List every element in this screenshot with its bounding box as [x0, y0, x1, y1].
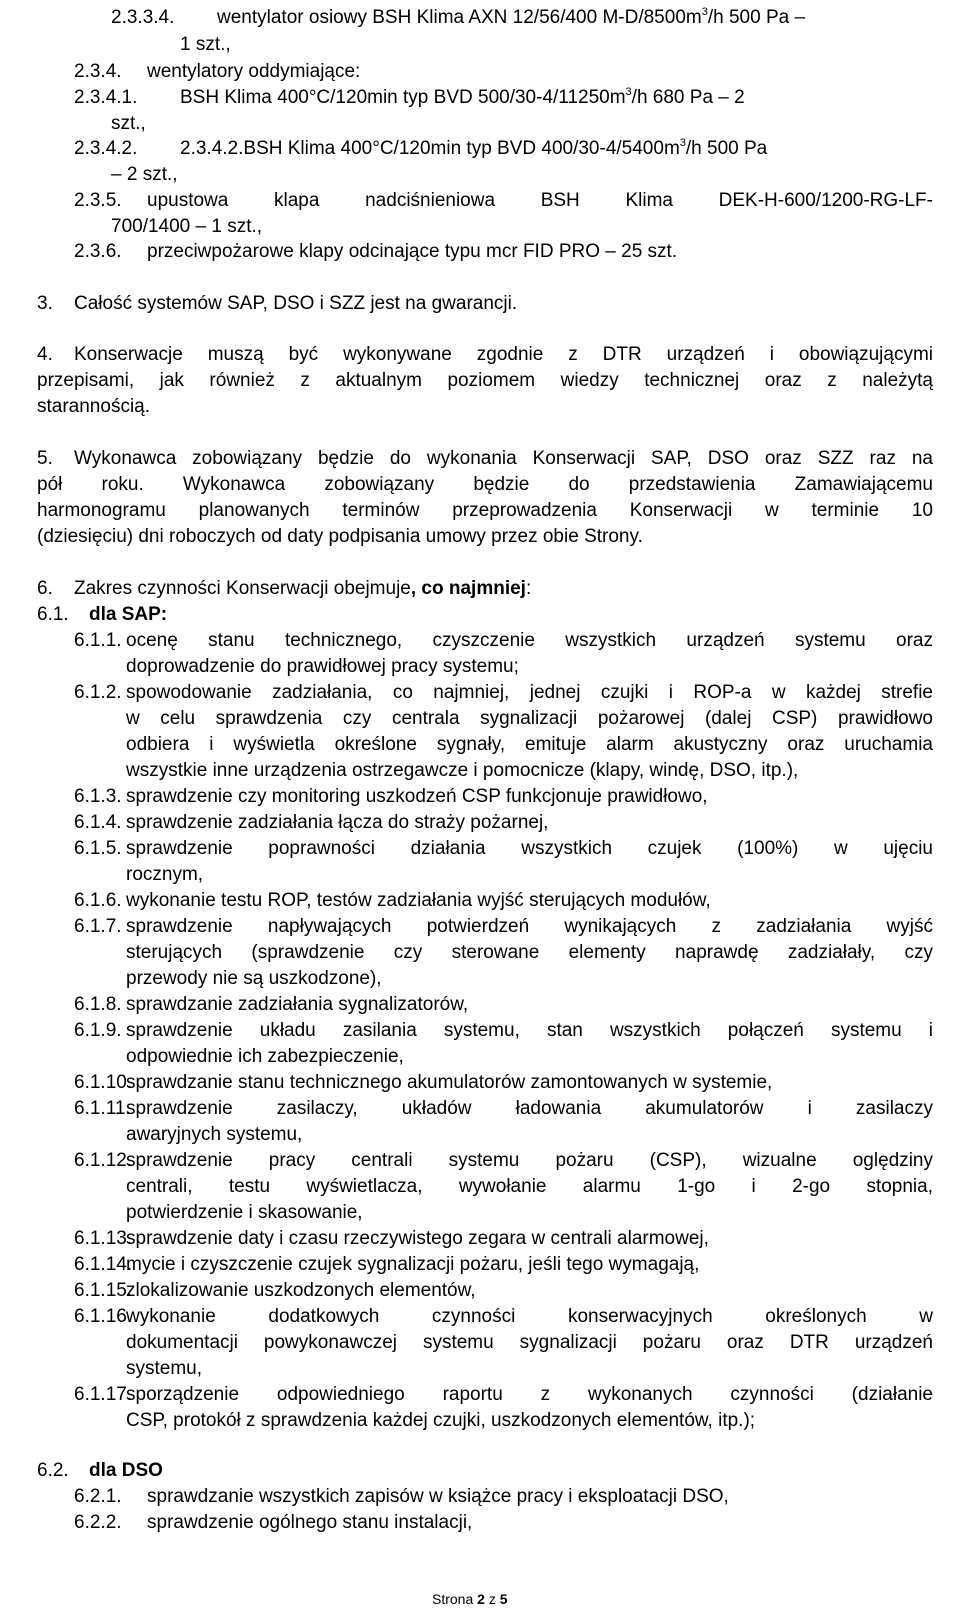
- list-item-continuation: szt.,: [111, 113, 146, 134]
- list-item-text: sprawdzenie napływających potwierdzeń wynikających z zadziałania wyjść: [126, 916, 933, 937]
- list-item-continuation: wszystkie inne urządzenia ostrzegawcze i pomocnicze (klapy, windę, DSO, itp.),: [126, 760, 799, 781]
- subsection-title: dla SAP:: [89, 604, 168, 625]
- list-number: 6.1.11.: [74, 1098, 131, 1119]
- list-item-continuation: awaryjnych systemu,: [126, 1124, 303, 1145]
- section-intro: Zakres czynności Konserwacji obejmuje, co najmniej:: [74, 578, 532, 599]
- list-item-text: sprawdzenie zasilaczy, układów ładowania akumulatorów i zasilaczy: [126, 1098, 933, 1119]
- list-item-continuation: w celu sprawdzenia czy centrala sygnalizacji pożarowej (dalej CSP) prawidłowo: [126, 708, 933, 729]
- section-text: pół roku. Wykonawca zobowiązany będzie do przedstawienia Zamawiającemu: [37, 474, 933, 495]
- list-number: 6.1.15.: [74, 1280, 133, 1301]
- section-text: harmonogramu planowanych terminów przeprowadzenia Konserwacji w terminie 10: [37, 500, 933, 521]
- list-item-text: wykonanie dodatkowych czynności konserwacyjnych określonych w: [126, 1306, 933, 1327]
- section-text: (dziesięciu) dni roboczych od daty podpisania umowy przez obie Strony.: [37, 526, 643, 547]
- section-text: Konserwacje muszą być wykonywane zgodnie z DTR urządzeń i obowiązującymi: [74, 344, 933, 365]
- section-text: Wykonawca zobowiązany będzie do wykonania Konserwacji SAP, DSO oraz SZZ raz na: [74, 448, 933, 469]
- list-number: 2.3.3.4.: [111, 7, 175, 28]
- list-item-text: wentylatory oddymiające:: [147, 61, 361, 82]
- list-item-text: zlokalizowanie uszkodzonych elementów,: [126, 1280, 476, 1301]
- list-number: 2.3.5.: [74, 190, 122, 211]
- list-item-continuation: odpowiednie ich zabezpieczenie,: [126, 1046, 404, 1067]
- list-number: 6.1.14.: [74, 1254, 133, 1275]
- section-number: 3.: [37, 293, 53, 314]
- list-item-text: wentylator osiowy BSH Klima AXN 12/56/400 $M-D/8500m^3/h$ 500 Pa –: [217, 5, 806, 28]
- list-item-text: sprawdzenie poprawności działania wszystkich czujek (100%) w ujęciu: [126, 838, 933, 859]
- list-item-continuation: systemu,: [126, 1358, 203, 1379]
- list-item-continuation: sterujących (sprawdzenie czy sterowane elementy naprawdę zadziałały, czy: [126, 942, 933, 963]
- list-item-text: sprawdzanie zadziałania sygnalizatorów,: [126, 994, 469, 1015]
- list-item-continuation: centrali, testu wyświetlacza, wywołanie alarmu 1-go i 2-go stopnia,: [126, 1176, 933, 1197]
- subsection-number: 6.2.: [37, 1460, 69, 1481]
- list-number: 2.3.4.2.: [74, 138, 138, 159]
- list-item-continuation: potwierdzenie i skasowanie,: [126, 1202, 363, 1223]
- list-number: 6.1.2.: [74, 682, 122, 703]
- list-number: 6.1.7.: [74, 916, 122, 937]
- list-item-continuation: CSP, protokół z sprawdzenia każdej czujki, uszkodzonych elementów, itp.);: [126, 1410, 756, 1431]
- section-number: 5.: [37, 448, 53, 469]
- list-number: 6.2.2.: [74, 1512, 122, 1533]
- list-item-continuation: 1 szt.,: [180, 34, 231, 55]
- list-item-text: sprawdzanie stanu technicznego akumulatorów zamontowanych w systemie,: [126, 1072, 773, 1093]
- list-item-text: sporządzenie odpowiedniego raportu z wykonanych czynności (działanie: [126, 1384, 933, 1405]
- list-item-continuation: 700/1400 – 1 szt.,: [111, 216, 263, 237]
- list-number: 6.1.10.: [74, 1072, 133, 1093]
- list-item-continuation: rocznym,: [126, 864, 204, 885]
- list-item-text: sprawdzenie czy monitoring uszkodzeń CSP funkcjonuje prawidłowo,: [126, 786, 708, 807]
- list-number: 6.1.9.: [74, 1020, 122, 1041]
- list-item-text: sprawdzanie wszystkich zapisów w książce pracy i eksploatacji DSO,: [147, 1486, 729, 1507]
- list-item-continuation: – 2 szt.,: [111, 164, 178, 185]
- list-number: 2.3.4.1.: [74, 87, 138, 108]
- list-item-text: przeciwpożarowe klapy odcinające typu mcr FID PRO – 25 szt.: [147, 241, 678, 262]
- footer-separator: z: [488, 1591, 496, 1607]
- list-number: 6.1.4.: [74, 812, 122, 833]
- list-number: 6.1.1.: [74, 630, 122, 651]
- list-number: 6.1.8.: [74, 994, 122, 1015]
- list-number: 2.3.4.: [74, 61, 122, 82]
- list-number: 6.1.3.: [74, 786, 122, 807]
- footer-label: Strona: [432, 1591, 474, 1607]
- list-number: 6.1.13.: [74, 1228, 133, 1249]
- section-number: 6.: [37, 578, 53, 599]
- list-number: 6.1.16.: [74, 1306, 133, 1327]
- list-number: 6.1.12.: [74, 1150, 133, 1171]
- list-item-text: sprawdzenie pracy centrali systemu pożaru (CSP), wizualne oględziny: [126, 1150, 933, 1171]
- list-item-text: mycie i czyszczenie czujek sygnalizacji pożaru, jeśli tego wymagają,: [126, 1254, 700, 1275]
- page-footer: [432, 1590, 508, 1608]
- list-item-text: BSH Klima 400°C/120min typ BVD $500/30-4/11250m^3/h$ 680 Pa – 2: [180, 85, 745, 108]
- list-item-continuation: dokumentacji powykonawczej systemu sygnalizacji pożaru oraz DTR urządzeń: [126, 1332, 933, 1353]
- section-text: przepisami, jak również z aktualnym poziomem wiedzy technicznej oraz z należytą: [37, 370, 933, 391]
- list-number: 6.2.1.: [74, 1486, 122, 1507]
- section-number: 4.: [37, 344, 53, 365]
- footer-page-total: 5: [499, 1591, 508, 1607]
- list-item-text: sprawdzenie zadziałania łącza do straży pożarnej,: [126, 812, 549, 833]
- list-item-text: sprawdzenie ogólnego stanu instalacji,: [147, 1512, 473, 1533]
- list-item-text: 2.3.4.2.BSH Klima 400°C/120min typ BVD $400/30-4/5400m^3/h$ 500 Pa: [180, 136, 768, 159]
- list-item-text: sprawdzenie daty i czasu rzeczywistego zegara w centrali alarmowej,: [126, 1228, 709, 1249]
- list-item-continuation: przewody nie są uszkodzone),: [126, 968, 382, 989]
- list-item-text: sprawdzenie układu zasilania systemu, stan wszystkich połączeń systemu i: [126, 1020, 933, 1041]
- section-text: starannością.: [37, 396, 151, 417]
- list-item-continuation: doprowadzenie do prawidłowej pracy systemu;: [126, 656, 519, 677]
- list-item-text: upustowa klapa nadciśnieniowa BSH Klima DEK-H-600/1200-RG-LF-: [147, 190, 933, 211]
- subsection-number: 6.1.: [37, 604, 69, 625]
- list-item-text: spowodowanie zadziałania, co najmniej, jednej czujki i ROP-a w każdej strefie: [126, 682, 933, 703]
- list-item-text: ocenę stanu technicznego, czyszczenie wszystkich urządzeń systemu oraz: [126, 630, 933, 651]
- list-item-text: wykonanie testu ROP, testów zadziałania wyjść sterujących modułów,: [126, 890, 711, 911]
- list-number: 2.3.6.: [74, 241, 122, 262]
- footer-page-number: 2: [477, 1591, 485, 1607]
- list-number: 6.1.5.: [74, 838, 122, 859]
- list-number: 6.1.17.: [74, 1384, 133, 1405]
- subsection-title: dla DSO: [89, 1460, 163, 1481]
- section-text: Całość systemów SAP, DSO i SZZ jest na gwarancji.: [74, 293, 518, 314]
- list-number: 6.1.6.: [74, 890, 122, 911]
- list-item-continuation: odbiera i wyświetla określone sygnały, emituje alarm akustyczny oraz uruchamia: [126, 734, 933, 755]
